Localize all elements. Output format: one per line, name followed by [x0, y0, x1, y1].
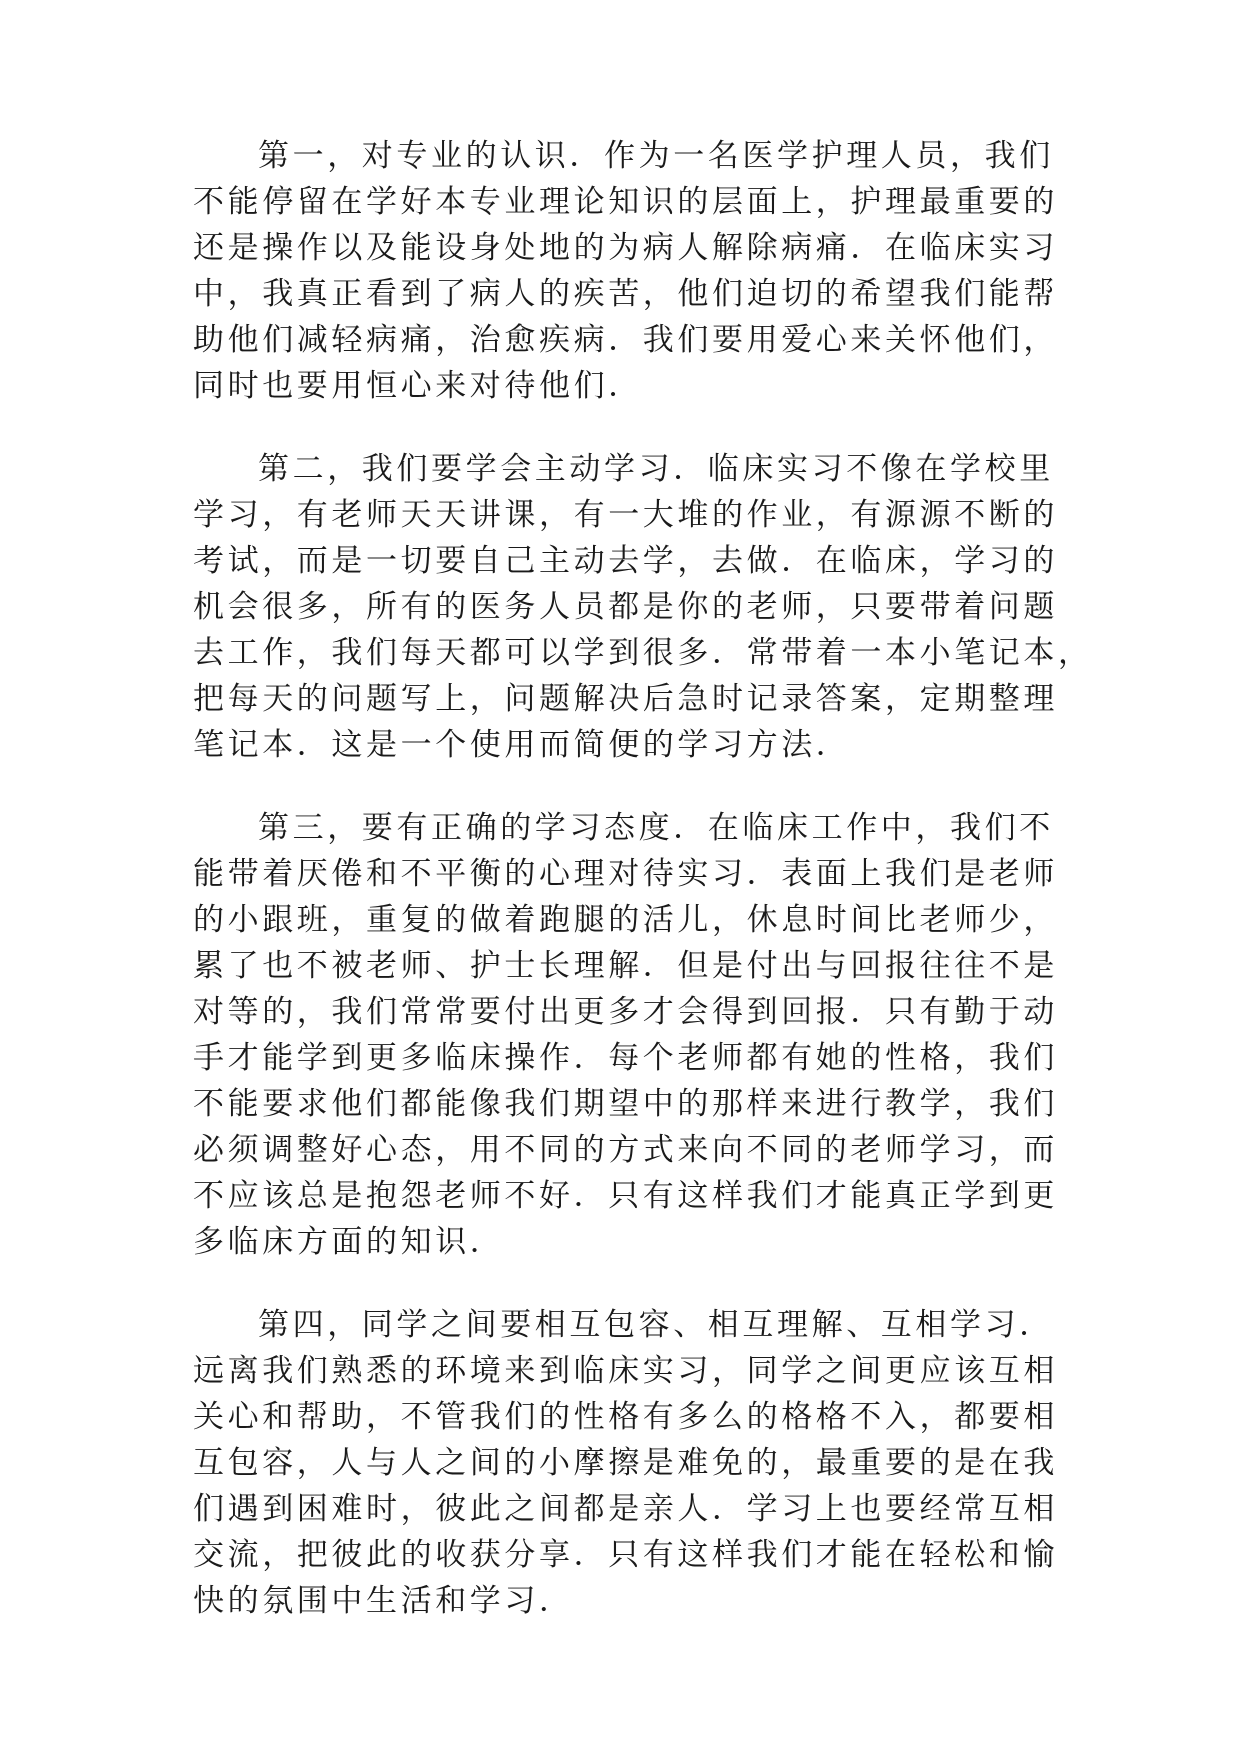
paragraph-line: 们遇到困难时，彼此之间都是亲人．学习上也要经常互相 [193, 1491, 1058, 1527]
paragraph-line: 把每天的问题写上，问题解决后急时记录答案，定期整理 [193, 681, 1058, 717]
paragraph-line: 不能停留在学好本专业理论知识的层面上，护理最重要的 [193, 184, 1058, 220]
paragraph-line: 学习，有老师天天讲课，有一大堆的作业，有源源不断的 [193, 497, 1058, 533]
paragraph-line: 同时也要用恒心来对待他们． [193, 368, 643, 404]
paragraph-line: 互包容，人与人之间的小摩擦是难免的，最重要的是在我 [193, 1445, 1058, 1481]
paragraph-line: 的小跟班，重复的做着跑腿的活儿，休息时间比老师少， [193, 902, 1058, 938]
paragraph-line: 助他们减轻病痛，治愈疾病．我们要用爱心来关怀他们， [193, 322, 1058, 358]
paragraph-line: 交流，把彼此的收获分享．只有这样我们才能在轻松和愉 [193, 1537, 1058, 1573]
paragraph-line: 第三，要有正确的学习态度．在临床工作中，我们不 [258, 810, 1054, 846]
paragraph-line: 第四，同学之间要相互包容、相互理解、互相学习． [258, 1307, 1054, 1343]
paragraph-line: 机会很多，所有的医务人员都是你的老师，只要带着问题 [193, 589, 1058, 625]
paragraph-line: 关心和帮助，不管我们的性格有多么的格格不入，都要相 [193, 1399, 1058, 1435]
paragraph-line: 累了也不被老师、护士长理解．但是付出与回报往往不是 [193, 948, 1058, 984]
paragraph-line: 必须调整好心态，用不同的方式来向不同的老师学习，而 [193, 1132, 1058, 1168]
paragraph-line: 还是操作以及能设身处地的为病人解除病痛．在临床实习 [193, 230, 1058, 266]
paragraph-line: 手才能学到更多临床操作．每个老师都有她的性格，我们 [193, 1040, 1058, 1076]
paragraph-line: 远离我们熟悉的环境来到临床实习，同学之间更应该互相 [193, 1353, 1058, 1389]
paragraph-line: 对等的，我们常常要付出更多才会得到回报．只有勤于动 [193, 994, 1058, 1030]
paragraph-line: 考试，而是一切要自己主动去学，去做．在临床，学习的 [193, 543, 1058, 579]
paragraph-line: 能带着厌倦和不平衡的心理对待实习．表面上我们是老师 [193, 856, 1058, 892]
paragraph-line: 多临床方面的知识． [193, 1224, 505, 1260]
paragraph-line: 第一，对专业的认识．作为一名医学护理人员，我们 [258, 138, 1054, 174]
paragraph-line: 不能要求他们都能像我们期望中的那样来进行教学，我们 [193, 1086, 1058, 1122]
paragraph-line: 笔记本．这是一个使用而简便的学习方法． [193, 727, 851, 763]
paragraph-line: 快的氛围中生活和学习． [193, 1583, 574, 1619]
paragraph-line: 去工作，我们每天都可以学到很多．常带着一本小笔记本， [193, 635, 1093, 671]
paragraph-line: 第二，我们要学会主动学习．临床实习不像在学校里 [258, 451, 1054, 487]
paragraph-line: 不应该总是抱怨老师不好．只有这样我们才能真正学到更 [193, 1178, 1058, 1214]
paragraph-line: 中，我真正看到了病人的疾苦，他们迫切的希望我们能帮 [193, 276, 1058, 312]
